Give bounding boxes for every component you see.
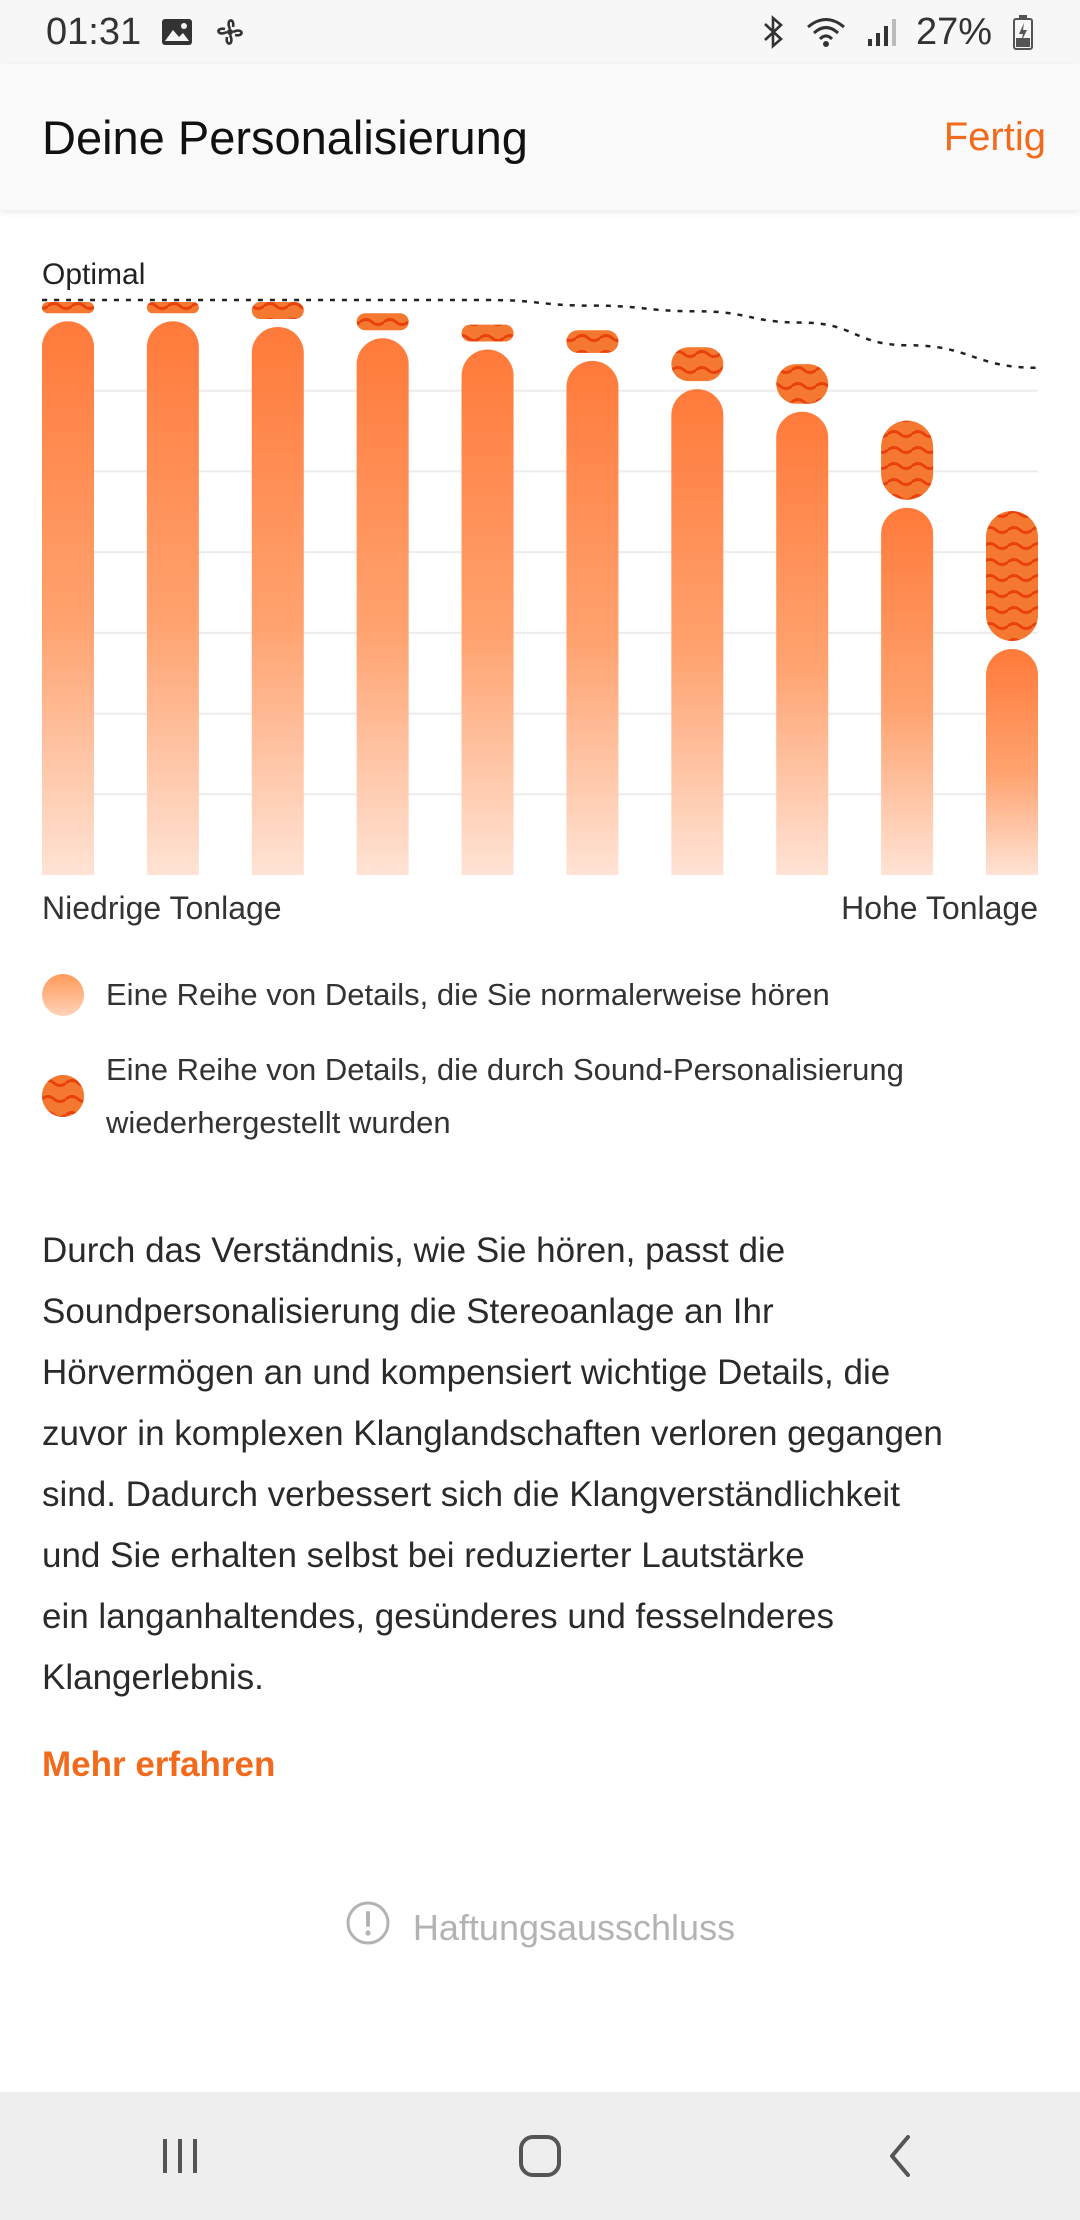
status-bar	[0, 0, 1080, 64]
disclaimer-label: Haftungsausschluss	[412, 1906, 736, 1948]
legend-restored-text	[106, 1043, 904, 1149]
recents-button[interactable]	[120, 2106, 240, 2206]
restored-segment	[252, 302, 304, 319]
restored-segment	[147, 302, 199, 313]
home-icon	[515, 2131, 565, 2181]
learn-more-link[interactable]: Mehr erfahren	[42, 1745, 276, 1784]
description-line: ein langanhaltendes, gesünderes und fesselnderes	[42, 1597, 834, 1636]
signal-icon	[866, 17, 896, 47]
normal-bar	[881, 508, 933, 875]
status-right	[762, 11, 1034, 54]
normal-bar	[42, 321, 94, 875]
legend-normal-text: Eine Reihe von Details, die Sie normalerweise hören	[106, 977, 830, 1012]
system-nav-bar	[0, 2092, 1080, 2220]
recents-icon	[155, 2133, 205, 2179]
legend-normal-swatch	[42, 974, 84, 1016]
battery-charging-icon	[1012, 14, 1034, 50]
battery-percent: 27%	[915, 10, 992, 53]
restored-segment	[462, 325, 514, 342]
description-line: Klangerlebnis.	[42, 1658, 264, 1697]
disclaimer-button[interactable]	[0, 1900, 1080, 1955]
description-line: sind. Dadurch verbessert sich die Klangverständlichkeit	[42, 1475, 900, 1514]
legend-item-normal	[42, 968, 1042, 1021]
restored-segment	[881, 421, 933, 500]
description-line: zuvor in komplexen Klanglandschaften verloren gegangen	[42, 1414, 943, 1453]
restored-segment	[357, 313, 409, 330]
legend-restored-line2: wiederhergestellt wurden	[106, 1105, 451, 1140]
normal-bar	[462, 350, 514, 875]
description-line: Hörvermögen an und kompensiert wichtige Details, die	[42, 1353, 891, 1392]
restored-segment	[671, 347, 723, 381]
fan-icon	[213, 15, 247, 49]
app-header	[0, 64, 1080, 210]
restored-segment	[986, 511, 1038, 641]
normal-bar	[671, 389, 723, 875]
normal-bar	[776, 412, 828, 875]
info-alert-icon	[345, 1900, 391, 1955]
status-time: 01:31	[46, 10, 142, 53]
status-left	[46, 11, 247, 54]
legend-item-restored	[42, 1043, 1042, 1149]
description-line: Soundpersonalisierung die Stereoanlage an Ihr	[42, 1292, 774, 1331]
axis-label-low: Niedrige Tonlage	[42, 890, 282, 926]
wifi-icon	[806, 16, 846, 48]
home-button[interactable]	[480, 2106, 600, 2206]
chart-svg	[0, 250, 1080, 880]
restored-segment	[42, 302, 94, 313]
legend-restored-line1: Eine Reihe von Details, die durch Sound-Personalisierung	[106, 1052, 904, 1087]
normal-bar	[357, 338, 409, 875]
restored-segment	[776, 364, 828, 404]
legend-restored-swatch	[42, 1075, 84, 1117]
normal-bar	[566, 361, 618, 875]
description-line: und Sie erhalten selbst bei reduzierter Lautstärke	[42, 1536, 805, 1575]
normal-bar	[147, 321, 199, 875]
back-icon	[880, 2131, 920, 2181]
done-button[interactable]: Fertig	[943, 114, 1046, 159]
normal-bar	[252, 327, 304, 875]
gallery-icon	[161, 18, 193, 46]
legend	[42, 968, 1042, 1171]
normal-bar	[986, 649, 1038, 875]
back-button[interactable]	[840, 2106, 960, 2206]
description-text	[42, 1220, 1038, 1708]
description-line: Durch das Verständnis, wie Sie hören, passt die	[42, 1231, 786, 1270]
restored-segment	[566, 330, 618, 353]
page-title: Deine Personalisierung	[42, 110, 528, 164]
axis-label-high: Hohe Tonlage	[841, 890, 1038, 926]
hearing-chart	[0, 250, 1080, 940]
bluetooth-icon	[762, 15, 786, 49]
optimal-label: Optimal	[42, 258, 146, 291]
